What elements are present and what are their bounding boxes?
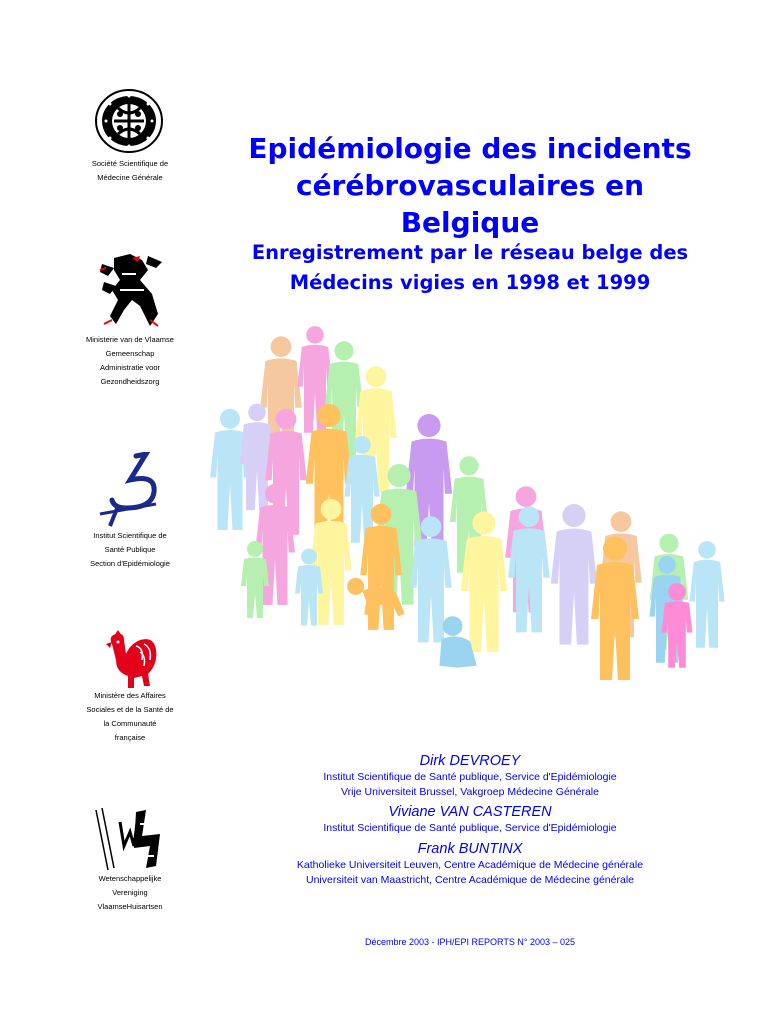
author-name: Frank BUNTINX bbox=[417, 841, 523, 857]
communaute-caption: Ministère des Affaires Sociales et de la Santé de la Communauté française bbox=[86, 691, 174, 742]
author-block-1 bbox=[270, 752, 670, 799]
author-affiliation: Institut Scientifique de Santé publique, Service d'Epidémiologie bbox=[323, 822, 617, 834]
author-name: Viviane VAN CASTEREN bbox=[388, 804, 552, 820]
author-name: Dirk DEVROEY bbox=[419, 753, 521, 769]
rooster-logo bbox=[104, 630, 160, 692]
isp-logo bbox=[96, 452, 168, 528]
isp-caption: Institut Scientifique de Santé Publique Section d'Epidémiologie bbox=[90, 531, 170, 568]
report-subtitle-line-2: Médecins vigies en 1998 et 1999 bbox=[289, 271, 651, 294]
flemish-lion-logo bbox=[96, 250, 168, 330]
wvvh-caption: Wetenschappelijke Vereniging VlaamseHuisartsen bbox=[97, 874, 163, 911]
author-affiliation: Katholieke Universiteit Leuven, Centre Académique de Médecine générale bbox=[296, 859, 644, 871]
report-subtitle-line-1: Enregistrement par le réseau belge des bbox=[251, 241, 689, 264]
report-title bbox=[225, 130, 715, 241]
report-title-line-1: Epidémiologie des incidents bbox=[248, 132, 692, 165]
report-footer: Décembre 2003 - IPH/EPI REPORTS N° 2003 – 025 bbox=[364, 937, 576, 947]
ssmg-caption: Société Scientifique de Médecine Générale bbox=[91, 159, 169, 182]
report-title-line-2: cérébrovasculaires en Belgique bbox=[295, 169, 645, 239]
author-block-2 bbox=[270, 803, 670, 836]
author-affiliation: Vrije Universiteit Brussel, Vakgroep Médecine Générale bbox=[341, 785, 599, 798]
report-subtitle bbox=[225, 238, 715, 298]
vlaamse-caption: Ministerie van de Vlaamse Gemeenschap Administratie voor Gezondheidszorg bbox=[86, 335, 174, 386]
crowd-illustration bbox=[205, 305, 735, 680]
ssmg-logo bbox=[92, 88, 166, 154]
author-block-3 bbox=[270, 840, 670, 887]
wvvh-logo bbox=[94, 806, 168, 872]
author-affiliation: Institut Scientifique de Santé publique, Service d'Epidémiologie bbox=[323, 771, 617, 783]
author-affiliation: Universiteit van Maastricht, Centre Académique de Médecine générale bbox=[305, 873, 634, 886]
